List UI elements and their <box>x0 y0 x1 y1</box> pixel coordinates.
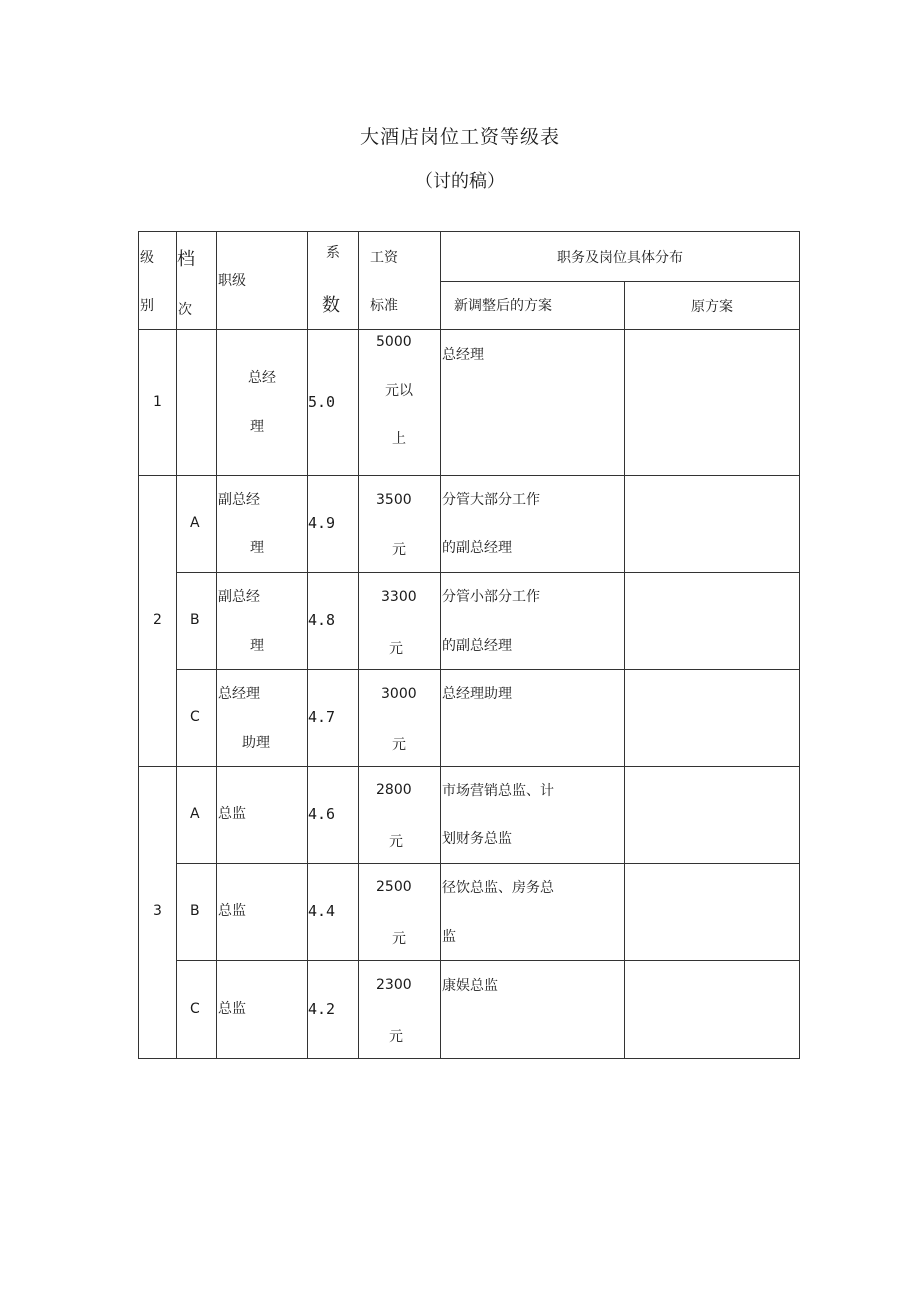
new-plan-cell <box>441 330 625 476</box>
salary-line-2: 元 <box>392 542 406 558</box>
rank-line-1: 总监 <box>218 1001 246 1017</box>
coef-cell <box>308 573 359 670</box>
header-coef <box>308 232 359 330</box>
rank-cell <box>217 573 308 670</box>
header-grade-line-1: 档 <box>177 249 195 270</box>
grade-cell <box>177 573 217 670</box>
table-row <box>139 864 800 961</box>
salary-line-1: 3500 <box>376 492 412 508</box>
grade-value: C <box>190 1001 200 1017</box>
coef-cell <box>308 670 359 767</box>
salary-grade-table <box>138 231 800 1059</box>
coef-cell <box>308 476 359 573</box>
coef-value: 5.0 <box>308 393 336 411</box>
header-level-line-1: 级 <box>140 250 154 266</box>
table-row <box>139 961 800 1059</box>
grade-cell <box>177 961 217 1059</box>
old-plan-cell <box>625 476 800 573</box>
rank-line-2: 理 <box>250 540 264 556</box>
header-salary-line-2: 标准 <box>370 298 398 314</box>
new-plan-line-1: 分管小部分工作 <box>442 589 540 605</box>
grade-cell <box>177 864 217 961</box>
salary-cell <box>359 767 441 864</box>
grade-value: A <box>190 806 200 822</box>
salary-line-1: 2300 <box>376 977 412 993</box>
grade-cell <box>177 476 217 573</box>
new-plan-line-2: 的副总经理 <box>442 540 512 556</box>
rank-cell <box>217 961 308 1059</box>
header-rank <box>217 232 308 330</box>
table-row <box>139 670 800 767</box>
salary-line-1: 2500 <box>376 879 412 895</box>
new-plan-line-1: 径饮总监、房务总 <box>442 880 554 896</box>
page-subtitle: （讨的稿） <box>415 171 505 192</box>
coef-cell <box>308 864 359 961</box>
rank-line-2: 助理 <box>242 735 270 751</box>
salary-line-2: 元 <box>392 737 406 753</box>
new-plan-line-1: 市场营销总监、计 <box>442 783 554 799</box>
coef-value: 4.4 <box>308 902 336 920</box>
header-rank-label: 职级 <box>218 273 246 289</box>
old-plan-cell <box>625 330 800 476</box>
level-cell <box>139 330 177 476</box>
salary-cell <box>359 330 441 476</box>
table-row <box>139 330 800 476</box>
coef-value: 4.6 <box>308 805 336 823</box>
header-new-plan-label: 新调整后的方案 <box>454 298 552 314</box>
salary-line-3: 上 <box>392 431 406 447</box>
new-plan-cell <box>441 767 625 864</box>
new-plan-line-2: 的副总经理 <box>442 638 512 654</box>
old-plan-cell <box>625 864 800 961</box>
grade-value: B <box>190 903 200 919</box>
salary-line-2: 元以 <box>385 383 413 399</box>
level-value: 2 <box>153 612 162 628</box>
coef-cell <box>308 330 359 476</box>
header-coef-line-2: 数 <box>322 295 340 316</box>
new-plan-cell <box>441 961 625 1059</box>
salary-cell <box>359 670 441 767</box>
new-plan-line-1: 总经理助理 <box>442 686 512 702</box>
coef-cell <box>308 961 359 1059</box>
coef-value: 4.2 <box>308 1000 336 1018</box>
coef-value: 4.9 <box>308 514 336 532</box>
page-title: 大酒店岗位工资等级表 <box>359 126 560 148</box>
new-plan-cell <box>441 573 625 670</box>
rank-line-2: 理 <box>250 419 264 435</box>
salary-line-2: 元 <box>389 1029 403 1045</box>
salary-cell <box>359 476 441 573</box>
header-salary <box>359 232 441 330</box>
new-plan-line-2: 监 <box>442 929 456 945</box>
rank-line-1: 总监 <box>218 806 246 822</box>
salary-line-1: 3000 <box>381 686 417 702</box>
header-grade-line-2: 次 <box>178 302 192 318</box>
level-cell <box>139 476 177 767</box>
header-row-1 <box>139 232 800 282</box>
new-plan-line-1: 总经理 <box>442 347 484 363</box>
salary-cell <box>359 961 441 1059</box>
salary-cell <box>359 573 441 670</box>
old-plan-cell <box>625 573 800 670</box>
level-value: 3 <box>153 903 162 919</box>
rank-cell <box>217 330 308 476</box>
grade-value: A <box>190 515 200 531</box>
rank-cell <box>217 670 308 767</box>
table-row <box>139 767 800 864</box>
rank-line-2: 理 <box>250 638 264 654</box>
rank-cell <box>217 476 308 573</box>
grade-cell <box>177 330 217 476</box>
old-plan-cell <box>625 670 800 767</box>
grade-cell <box>177 767 217 864</box>
rank-line-1: 副总经 <box>218 589 260 605</box>
salary-line-2: 元 <box>392 931 406 947</box>
rank-line-1: 总经 <box>248 370 276 386</box>
table-row <box>139 476 800 573</box>
rank-line-1: 副总经 <box>218 492 260 508</box>
rank-line-1: 总经理 <box>218 686 260 702</box>
coef-value: 4.7 <box>308 708 336 726</box>
header-coef-line-1: 系 <box>326 245 340 261</box>
level-cell <box>139 767 177 1059</box>
salary-line-1: 2800 <box>376 782 412 798</box>
header-duty: 职务及岗位具体分布 <box>441 232 800 282</box>
grade-value: B <box>190 612 200 628</box>
table-row <box>139 573 800 670</box>
salary-cell <box>359 864 441 961</box>
grade-value: C <box>190 709 200 725</box>
level-value: 1 <box>153 394 162 410</box>
old-plan-cell <box>625 767 800 864</box>
new-plan-line-2: 划财务总监 <box>442 831 512 847</box>
header-level-line-2: 别 <box>140 298 154 314</box>
coef-cell <box>308 767 359 864</box>
salary-line-1: 5000 <box>376 334 412 350</box>
new-plan-line-1: 康娱总监 <box>442 978 498 994</box>
rank-cell <box>217 767 308 864</box>
new-plan-cell <box>441 476 625 573</box>
salary-line-2: 元 <box>389 641 403 657</box>
header-old-plan: 原方案 <box>625 282 800 330</box>
old-plan-cell <box>625 961 800 1059</box>
salary-line-1: 3300 <box>381 589 417 605</box>
header-salary-line-1: 工资 <box>370 250 398 266</box>
grade-cell <box>177 670 217 767</box>
rank-line-1: 总监 <box>218 903 246 919</box>
header-grade <box>177 232 217 330</box>
header-level <box>139 232 177 330</box>
new-plan-cell <box>441 864 625 961</box>
coef-value: 4.8 <box>308 611 336 629</box>
rank-cell <box>217 864 308 961</box>
header-new-plan <box>441 282 625 330</box>
salary-line-2: 元 <box>389 834 403 850</box>
new-plan-line-1: 分管大部分工作 <box>442 492 540 508</box>
new-plan-cell <box>441 670 625 767</box>
